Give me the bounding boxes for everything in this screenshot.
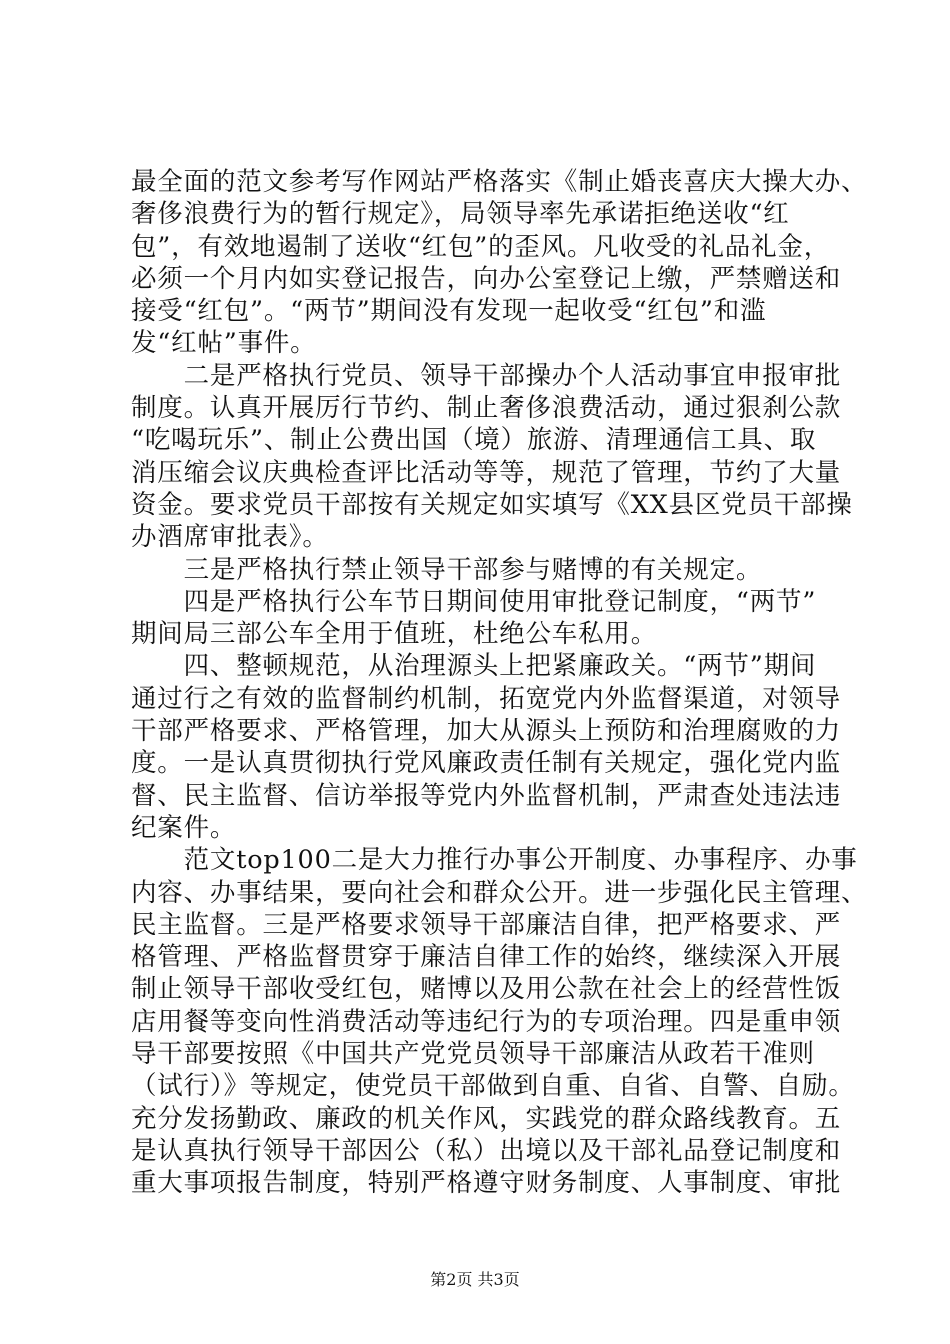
text-line: 干部严格要求、严格管理，加大从源头上预防和治理腐败的力 bbox=[131, 716, 842, 747]
text-line: 最全面的范文参考写作网站严格落实《制止婚丧喜庆大操大办、 bbox=[131, 167, 868, 197]
body-text bbox=[131, 166, 868, 1200]
page-footer: 第2页 共3页 bbox=[430, 1270, 520, 1289]
text-line: 导干部要按照《中国共产党党员领导干部廉洁从政若干准则 bbox=[131, 1039, 815, 1070]
text-line: 通过行之有效的监督制约机制，拓宽党内外监督渠道，对领导 bbox=[131, 683, 842, 714]
text-line: 纪案件。 bbox=[131, 812, 237, 843]
text-line: 民主监督。三是严格要求领导干部廉洁自律，把严格要求、严 bbox=[131, 909, 842, 940]
text-line: 奢侈浪费行为的暂行规定》，局领导率先承诺拒绝送收“红 bbox=[131, 199, 790, 230]
text-line: （试行）》等规定，使党员干部做到自重、自省、自警、自励。 bbox=[131, 1071, 855, 1102]
text-line: 督、民主监督、信访举报等党内外监督机制，严肃查处违法违 bbox=[131, 780, 842, 811]
text-line: 度。一是认真贯彻执行党风廉政责任制有关规定，强化党内监 bbox=[131, 748, 842, 779]
text-line: 接受“红包”。“两节”期间没有发现一起收受“红包”和滥 bbox=[131, 296, 767, 327]
text-line: 四是严格执行公车节日期间使用审批登记制度，“两节” bbox=[131, 586, 817, 617]
text-line: 店用餐等变向性消费活动等违纪行为的专项治理。四是重申领 bbox=[131, 1006, 842, 1037]
text-line: 充分发扬勤政、廉政的机关作风，实践党的群众路线教育。五 bbox=[131, 1103, 842, 1134]
text-line: 四、整顿规范，从治理源头上把紧廉政关。“两节”期间 bbox=[131, 651, 817, 682]
text-line: 发“红帖”事件。 bbox=[131, 328, 317, 359]
text-line: 消压缩会议庆典检查评比活动等等，规范了管理，节约了大量 bbox=[131, 457, 842, 488]
text-line: 重大事项报告制度，特别严格遵守财务制度、人事制度、审批 bbox=[131, 1168, 842, 1199]
text-line: “吃喝玩乐”、制止公费出国（境）旅游、清理通信工具、取 bbox=[131, 425, 817, 456]
text-line: 必须一个月内如实登记报告，向办公室登记上缴，严禁赠送和 bbox=[131, 263, 842, 294]
text-line: 期间局三部公车全用于值班，杜绝公车私用。 bbox=[131, 619, 658, 650]
text-line: 内容、办事结果，要向社会和群众公开。进一步强化民主管理、 bbox=[131, 877, 868, 908]
text-line: 制度。认真开展厉行节约、制止奢侈浪费活动，通过狠刹公款 bbox=[131, 393, 842, 424]
text-line: 格管理、严格监督贯穿于廉洁自律工作的始终，继续深入开展 bbox=[131, 942, 842, 973]
text-line: 制止领导干部收受红包，赌博以及用公款在社会上的经营性饭 bbox=[131, 974, 842, 1005]
text-line: 二是严格执行党员、领导干部操办个人活动事宜申报审批 bbox=[131, 360, 842, 391]
text-line: 资金。要求党员干部按有关规定如实填写《XX县区党员干部操 bbox=[131, 489, 853, 520]
text-line: 包”，有效地遏制了送收“红包”的歪风。凡收受的礼品礼金， bbox=[131, 231, 831, 262]
text-line: 是认真执行领导干部因公（私）出境以及干部礼品登记制度和 bbox=[131, 1135, 842, 1166]
text-line: 范文top100二是大力推行办事公开制度、办事程序、办事 bbox=[131, 845, 858, 876]
text-line: 三是严格执行禁止领导干部参与赌博的有关规定。 bbox=[131, 554, 763, 585]
text-line: 办酒席审批表》。 bbox=[131, 522, 329, 553]
